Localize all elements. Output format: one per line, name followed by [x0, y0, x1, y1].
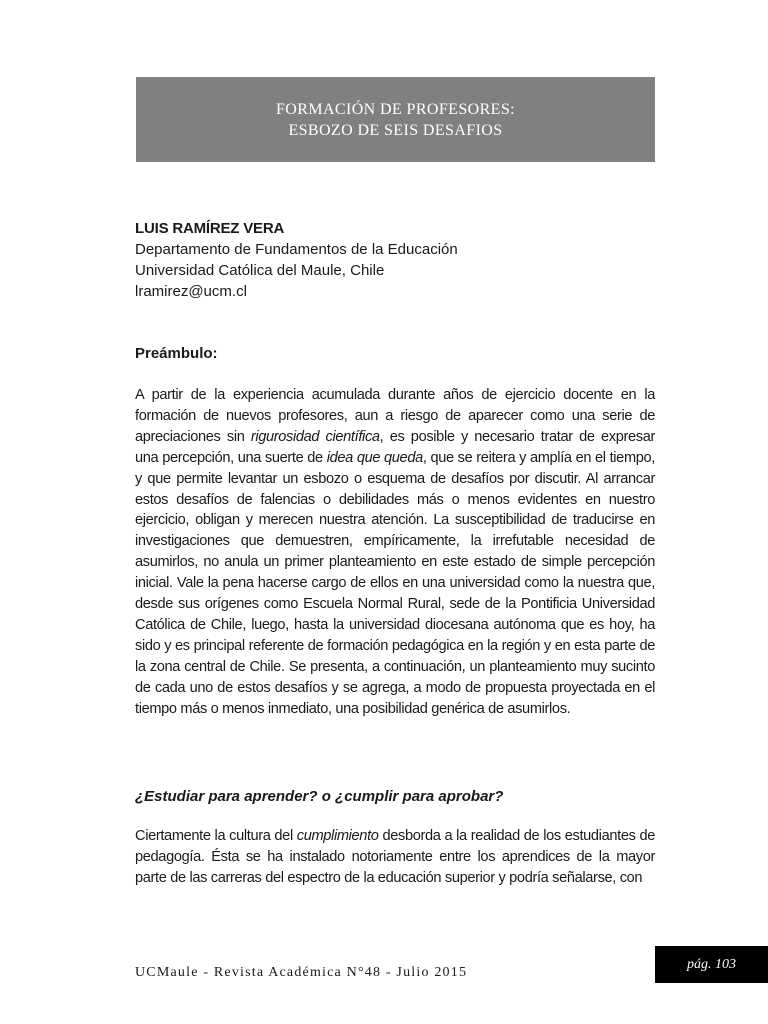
title-line-1: FORMACIÓN DE PROFESORES: — [276, 100, 515, 118]
preambulo-paragraph — [135, 385, 655, 720]
section1-paragraph — [135, 826, 655, 889]
preambulo-emphasis-1: rigurosidad científica — [250, 428, 380, 445]
author-block — [135, 218, 655, 302]
preambulo-text-3: , que se reitera y amplía en el tiempo, y que permite levantar un esbozo o esquema de desafíos por discutir. Al arrancar estos desafíos de falencias o debilidades más o menos evidentes en nuestro ejercicio, obligan y merecen nuestra atención. La susceptibilidad de traducirse en investigaciones que demuestren, empíricamente, la irrefutable necesidad de asumirlos, no anula un primer planteamiento en este estado de simple percepción inicial. Vale la pena hacerse cargo de ellos en una universidad como la nuestra que, desde sus orígenes como Escuela Normal Rural, sede de la Pontificia Universidad Católica de Chile, luego, hasta la universidad diocesana autónoma que es hoy, ha sido y es principal referente de formación pedagógica en la región y en esta parte de la zona central de Chile. Se presenta, a continuación, un planteamiento muy sucinto de cada uno de estos desafíos y se agrega, a modo de propuesta proyectada en el tiempo más o menos inmediato, una posibilidad genérica de asumirlos. — [135, 449, 655, 717]
section1-text-2: desborda a la realidad de los estudiantes de pedagogía. Ésta se ha instalado notoriamente entre los aprendices de la mayor parte de las carreras del espectro de la educación superior y podría señalarse, con — [135, 828, 655, 886]
title-line-2: ESBOZO DE SEIS DESAFIOS — [288, 121, 503, 139]
author-department: Departamento de Fundamentos de la Educación — [135, 241, 458, 258]
preambulo-emphasis-2: idea que queda — [326, 449, 423, 466]
preambulo-heading: Preámbulo: — [135, 345, 218, 362]
section1-text-1: Ciertamente la cultura del — [135, 828, 297, 844]
page-number: pág. 103 — [687, 956, 736, 972]
author-email: lramirez@ucm.cl — [135, 283, 247, 300]
preambulo-text-2: , es posible y necesario tratar de expresar una percepción, una suerte de — [135, 428, 655, 466]
footer-journal: UCMaule - Revista Académica N°48 - Julio 2015 — [135, 965, 468, 980]
preambulo-text-1: A partir de la experiencia acumulada durante años de ejercicio docente en la formación de nuevos profesores, aun a riesgo de aparecer como una serie de apreciaciones sin — [135, 387, 655, 445]
page-number-badge — [655, 946, 768, 983]
title-banner — [136, 77, 655, 162]
section1-heading: ¿Estudiar para aprender? o ¿cumplir para aprobar? — [135, 788, 504, 805]
author-university: Universidad Católica del Maule, Chile — [135, 262, 385, 279]
author-name: LUIS RAMÍREZ VERA — [135, 220, 285, 237]
section1-emphasis-1: cumplimiento — [296, 828, 379, 844]
